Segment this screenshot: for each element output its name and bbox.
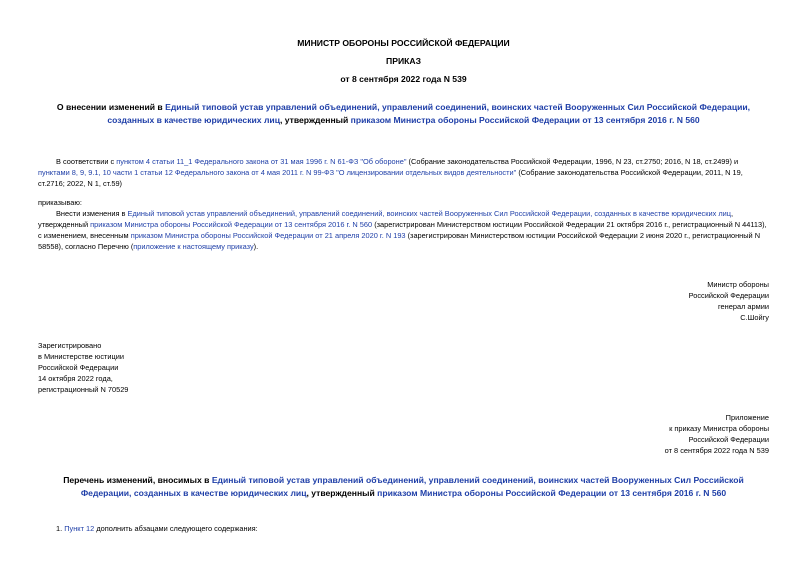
item-link-point-12[interactable]: Пункт 12 [64, 524, 95, 533]
title-text-1: О внесении изменений в [56, 102, 166, 112]
directive-link-appendix[interactable]: приложение к настоящему приказу [133, 242, 254, 251]
signature-line-1: Министр обороны [707, 280, 769, 289]
registration-line-2: в Министерстве юстиции [38, 352, 125, 361]
title-link-charter[interactable]: Единый типовой устав управлений объединений, управлений соединений, воинских частей Вооруженных Сил Российской Федерации, созданных в качестве юридических лиц [107, 102, 751, 125]
title-link-order-560[interactable]: приказом Министра обороны Российской Федерации от 13 сентября 2016 г. N 560 [350, 114, 700, 125]
appendix-line-2: к приказу Министра обороны [669, 424, 769, 433]
registration-line-5: регистрационный N 70529 [38, 385, 129, 394]
order-title [40, 101, 767, 126]
directive-link-charter[interactable]: Единый типовой устав управлений объединений, управлений соединений, воинских частей Вооруженных Сил Российской Федерации, созданных в качестве юридических лиц [127, 209, 732, 218]
signature-line-2: Российской Федерации [688, 291, 769, 300]
registration-block [38, 340, 238, 395]
order-date: от 8 сентября 2022 года N 539 [340, 74, 467, 84]
directive-link-order-560[interactable]: приказом Министра обороны Российской Федерации от 13 сентября 2016 г. N 560 [90, 220, 373, 229]
basis-link-defense-law[interactable]: пунктом 4 статьи 11_1 Федерального закона от 31 мая 1996 г. N 61-ФЗ "Об обороне" [116, 157, 407, 166]
signature-line-3: генерал армии [718, 302, 769, 311]
appendix-line-4: от 8 сентября 2022 года N 539 [664, 446, 769, 455]
registration-line-1: Зарегистрировано [38, 341, 102, 350]
item-number: 1. [56, 524, 65, 533]
list-title-text-2: , утвержденный [306, 487, 378, 498]
signature-block [569, 279, 769, 323]
basis-link-licensing-law[interactable]: пунктами 8, 9, 9.1, 10 части 1 статьи 12 Федерального закона от 4 мая 2011 г. N 99-ФЗ "О лицензировании отдельных видов деятельности" [38, 168, 517, 177]
registration-line-3: Российской Федерации [38, 363, 119, 372]
basis-text-1: В соответствии с [56, 157, 117, 166]
list-title-text-1: Перечень изменений, вносимых в [63, 475, 212, 485]
list-title-link-order-560[interactable]: приказом Министра обороны Российской Федерации от 13 сентября 2016 г. N 560 [377, 487, 727, 498]
appendix-line-3: Российской Федерации [688, 435, 769, 444]
basis-paragraph [38, 156, 770, 189]
directive-paragraph [38, 208, 770, 252]
title-text-2: , утвержденный [279, 114, 351, 125]
appendix-block [549, 412, 769, 456]
directive-text-2: , утвержденный [38, 209, 734, 229]
registration-line-4: 14 октября 2022 года, [38, 374, 113, 383]
appendix-line-1: Приложение [725, 413, 769, 422]
order-command: приказываю: [38, 198, 82, 207]
basis-text-2: (Собрание законодательства Российской Федерации, 1996, N 23, ст.2750; 2016, N 18, ст.2499) и [406, 157, 739, 166]
directive-link-order-193[interactable]: приказом Министра обороны Российской Федерации от 21 апреля 2020 г. N 193 [130, 231, 406, 240]
list-title-link-charter[interactable]: Единый типовой устав управлений объединений, управлений соединений, воинских частей Вооруженных Сил Российской Федерации, созданных в качестве юридических лиц [80, 475, 744, 498]
directive-text-5: ). [253, 242, 259, 251]
item-text: дополнить абзацами следующего содержания: [94, 524, 258, 533]
order-heading: ПРИКАЗ [386, 56, 421, 66]
list-item-1 [56, 523, 656, 534]
directive-text-1: Внести изменения в [56, 209, 128, 218]
directive-text-3: (зарегистрирован Министерством юстиции Российской Федерации 21 октября 2016 г., регистрационный N 44113), с изменением, внесенным [38, 220, 767, 240]
directive-text-4: (зарегистрирован Министерством юстиции Российской Федерации 2 июня 2020 г., регистрационный N 58558), согласно Перечню ( [38, 231, 761, 251]
list-title [40, 474, 767, 499]
minister-heading: МИНИСТР ОБОРОНЫ РОССИЙСКОЙ ФЕДЕРАЦИИ [297, 38, 510, 48]
signature-line-4: С.Шойгу [740, 313, 769, 322]
basis-text-3: (Собрание законодательства Российской Федерации, 2011, N 19, ст.2716; 2022, N 1, ст.59) [38, 168, 743, 188]
